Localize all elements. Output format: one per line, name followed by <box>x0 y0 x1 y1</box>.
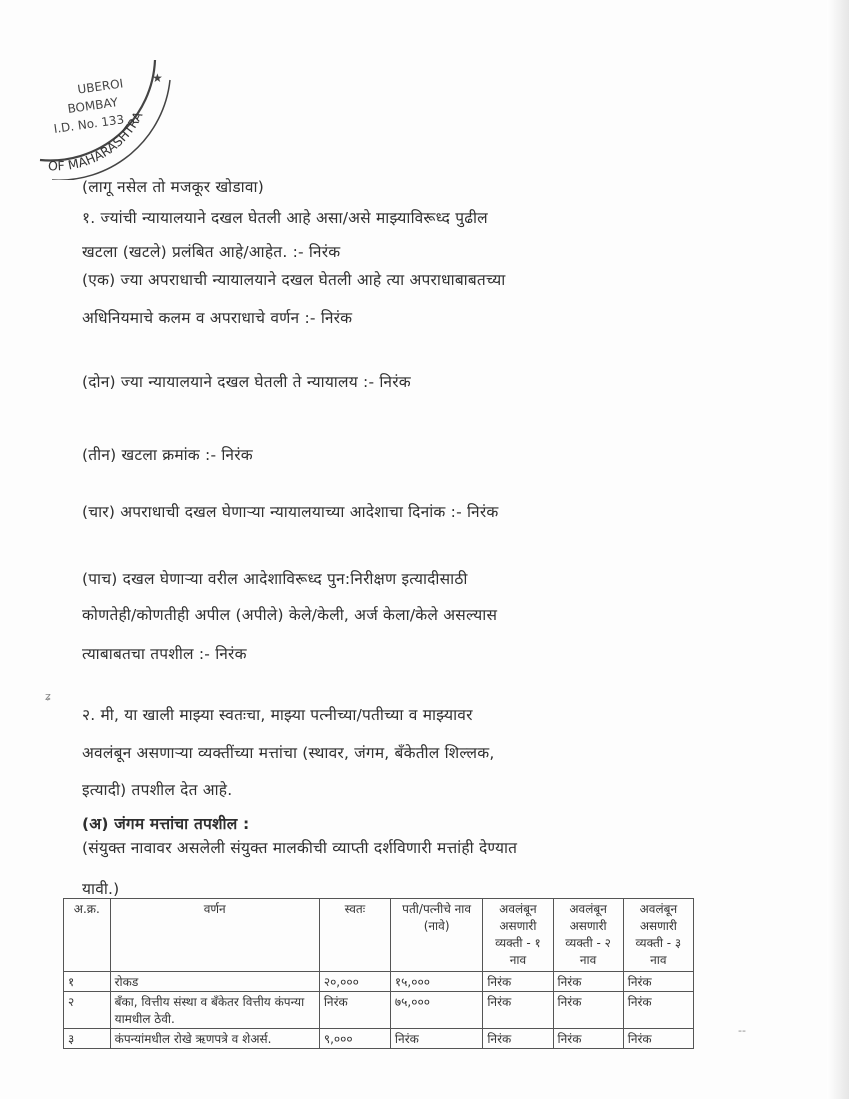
para1e-line3: त्याबाबतचा तपशील :- निरंक <box>82 645 247 663</box>
cell-description: बँका, वित्तीय संस्था व बँकेतर वित्तीय कंपन्या यामधील ठेवी. <box>110 992 319 1029</box>
para2-line1: २. मी, या खाली माझ्या स्वतःचा, माझ्या पत्नीच्या/पतीच्या व माझ्यावर <box>82 706 473 724</box>
cell-description: रोकड <box>110 972 319 992</box>
cell-serial: २ <box>64 992 111 1029</box>
movable-assets-table <box>63 898 694 1049</box>
cell-dependent-3: निरंक <box>623 972 693 992</box>
cell-self: ९,००० <box>319 1029 390 1049</box>
seal-text-line2: BOMBAY <box>66 95 119 117</box>
cell-dependent-2: निरंक <box>553 992 623 1029</box>
cell-spouse: ७५,००० <box>390 992 482 1029</box>
para1c: (तीन) खटला क्रमांक :- निरंक <box>82 446 253 464</box>
cell-dependent-1: निरंक <box>483 1029 553 1049</box>
cell-serial: ३ <box>64 1029 111 1049</box>
header-spouse: पती/पत्नीचे नाव (नावे) <box>390 899 482 972</box>
seal-text-line3: I.D. No. 133 <box>52 112 125 136</box>
para2-line3: इत्यादी) तपशील देत आहे. <box>82 781 233 799</box>
header-description: वर्णन <box>110 899 319 972</box>
para2-line2: अवलंबून असणाऱ्या व्यक्तींच्या मत्तांचा (स्थावर, जंगम, बँकेतील शिल्लक, <box>82 744 495 762</box>
para1e-line2: कोणतेही/कोणतीही अपील (अपीले) केले/केली, अर्ज केला/केले असल्यास <box>82 606 498 624</box>
seal-arc-text: OF MAHARASHTRA <box>47 109 146 174</box>
para1-line1: १. ज्यांची न्यायालयाने दखल घेतली आहे असा/असे माझ्याविरूध्द पुढील <box>82 209 488 227</box>
header-self: स्वतः <box>319 899 390 972</box>
para1a-line1: (एक) ज्या अपराधाची न्यायालयाने दखल घेतली आहे त्या अपराधाबाबतच्या <box>82 271 506 289</box>
seal-star-icon: ★ <box>152 71 163 85</box>
header-serial: अ.क्र. <box>64 899 111 972</box>
header-dependent-1: अवलंबून असणारी व्यक्ती - १ नाव <box>483 899 553 972</box>
cell-self: २०,००० <box>319 972 390 992</box>
cell-spouse: निरंक <box>390 1029 482 1049</box>
cell-dependent-2: निरंक <box>553 1029 623 1049</box>
seal-text-line1: UBEROI <box>76 76 125 97</box>
para1e-line1: (पाच) दखल घेणाऱ्या वरील आदेशाविरूध्द पुन:निरीक्षण इत्यादीसाठी <box>82 570 468 588</box>
header-dependent-2: अवलंबून असणारी व्यक्ती - २ नाव <box>553 899 623 972</box>
header-dependent-3: अवलंबून असणारी व्यक्ती - ३ नाव <box>623 899 693 972</box>
cell-dependent-2: निरंक <box>553 972 623 992</box>
table-row <box>64 972 694 992</box>
margin-mark-right: -- <box>738 1024 746 1037</box>
para1-line2: खटला (खटले) प्रलंबित आहे/आहेत. :- निरंक <box>82 243 341 261</box>
cell-serial: १ <box>64 972 111 992</box>
table-header-row <box>64 899 694 972</box>
page-edge-shadow <box>827 0 849 1099</box>
para1d: (चार) अपराधाची दखल घेणाऱ्या न्यायालयाच्या आदेशाचा दिनांक :- निरंक <box>82 503 499 521</box>
cell-dependent-3: निरंक <box>623 992 693 1029</box>
margin-mark-left: ʑ <box>45 690 51 703</box>
para1b: (दोन) ज्या न्यायालयाने दखल घेतली ते न्यायालय :- निरंक <box>82 373 411 391</box>
table-row <box>64 992 694 1029</box>
instruction-note: (लागू नसेल तो मजकूर खोडावा) <box>82 178 264 196</box>
para2a-note-line1: (संयुक्त नावावर असलेली संयुक्त मालकीची व्याप्ती दर्शविणारी मत्तांही देण्यात <box>82 839 518 857</box>
cell-dependent-3: निरंक <box>623 1029 693 1049</box>
cell-dependent-1: निरंक <box>483 992 553 1029</box>
notary-seal-stamp <box>30 20 180 180</box>
cell-dependent-1: निरंक <box>483 972 553 992</box>
para1a-line2: अधिनियमाचे कलम व अपराधाचे वर्णन :- निरंक <box>82 309 353 327</box>
para2a-note-line2: यावी.) <box>82 880 120 898</box>
cell-description: कंपन्यांमधील रोखे ऋणपत्रे व शेअर्स. <box>110 1029 319 1049</box>
para2a-heading: (अ) जंगम मत्तांचा तपशील : <box>82 815 250 833</box>
cell-self: निरंक <box>319 992 390 1029</box>
table-row <box>64 1029 694 1049</box>
cell-spouse: १५,००० <box>390 972 482 992</box>
